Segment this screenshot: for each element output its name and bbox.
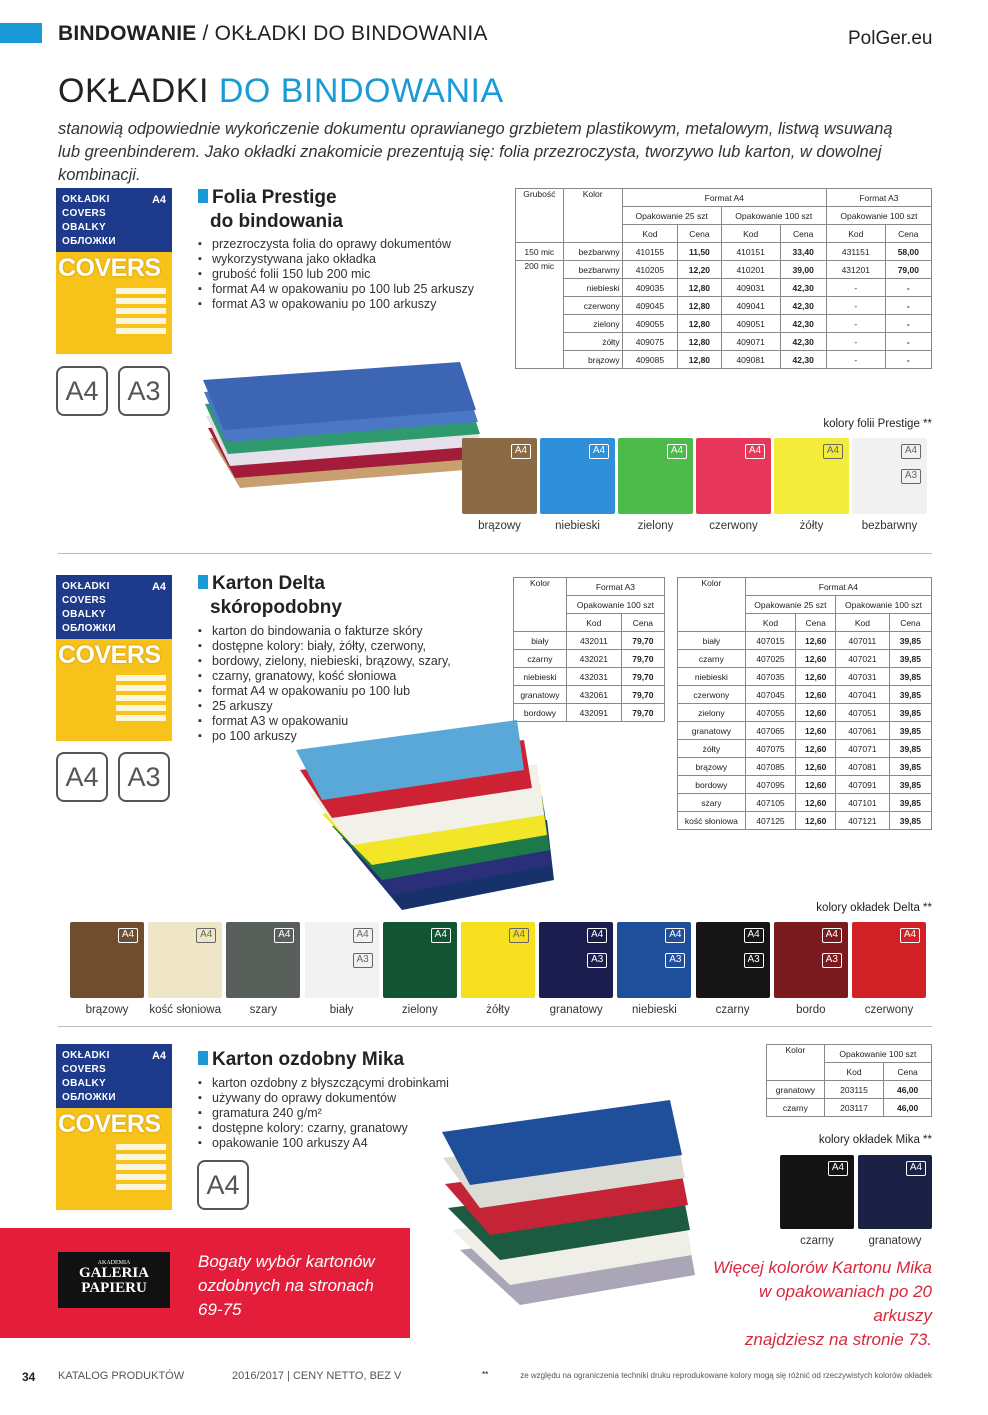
table-row bbox=[514, 668, 665, 686]
table-cell: zielony bbox=[563, 315, 622, 333]
format-a4-icon: A4 bbox=[56, 366, 108, 416]
table-cell: - bbox=[826, 333, 885, 351]
table-row bbox=[514, 686, 665, 704]
section-divider bbox=[58, 1026, 932, 1027]
color-swatch bbox=[852, 922, 926, 998]
table-cell: 409085 bbox=[622, 351, 677, 369]
format-a4-badge: A4 bbox=[589, 444, 609, 459]
color-swatch bbox=[696, 922, 770, 998]
table-cell: 409045 bbox=[622, 297, 677, 315]
color-swatch-label: czerwony bbox=[864, 1004, 914, 1016]
format-a4-badge: A4 bbox=[118, 928, 138, 943]
format-a3-badge: A3 bbox=[744, 953, 764, 968]
table-cell: 42,30 bbox=[780, 297, 826, 315]
page-number: 34 bbox=[22, 1370, 36, 1384]
table-cell: bezbarwny bbox=[563, 261, 622, 279]
header-accent-bar bbox=[0, 23, 42, 43]
table-cell: 407021 bbox=[836, 650, 890, 668]
color-swatch-label: czerwony bbox=[709, 520, 758, 532]
table-cell: 431201 bbox=[826, 261, 885, 279]
table-cell: 407065 bbox=[745, 722, 796, 740]
format-a4-icon: A4 bbox=[197, 1160, 249, 1210]
delta-a4-price-table: Kolor Format A4 Opakowanie 25 szt Opakowanie 100 szt Kod Cena Kod Cena biały 407015 12,60 407011 39,85 czarny 407025 12,60 407021 39,85 niebieski 407035 12,60 407031 39,85 czerwony 407045 12,60 407041 39,85 zielony 407055 12,60 407051 39,85 granatowy 407065 12,60 407061 39,85 żółty 407075 12,60 407071 39,85 brązowy 407085 12,60 407081 39,85 bordowy 407095 12,60 407091 39,85 szary 407105 12,60 407101 39,85 kość słoniowa 407125 12,60 407121 39,85 bbox=[677, 577, 932, 830]
table-cell: 11,50 bbox=[678, 243, 722, 261]
intro-text: stanowią odpowiednie wykończenie dokumentu oprawianego grzbietem plastikowym, metalowym, listwą wsuwaną lub greenbinderem. Jako okładki znakomicie prezentują się: folia przezroczysta, tworzywo lub karton, w dowolnej kombinacji. bbox=[58, 120, 893, 184]
table-cell: 12,60 bbox=[796, 812, 836, 830]
color-swatch-label: kość słoniowa bbox=[149, 1004, 221, 1016]
table-row bbox=[678, 740, 932, 758]
table-cell: 79,70 bbox=[621, 650, 664, 668]
footer-catalog: KATALOG PRODUKTÓW bbox=[58, 1370, 185, 1382]
color-swatch bbox=[383, 922, 457, 998]
table-cell: 432061 bbox=[566, 686, 621, 704]
table-cell: 407025 bbox=[745, 650, 796, 668]
mika-price-table: Kolor Opakowanie 100 szt Kod Cena granatowy 203115 46,00 czarny 203117 46,00 bbox=[766, 1044, 932, 1117]
mika-card-stack-image bbox=[440, 1090, 705, 1310]
table-cell: 12,20 bbox=[678, 261, 722, 279]
table-cell: 12,60 bbox=[796, 776, 836, 794]
table-row bbox=[516, 261, 932, 279]
format-a4-badge: A4 bbox=[511, 444, 531, 459]
delta-card-stack-image bbox=[292, 700, 562, 915]
table-cell: bordowy bbox=[514, 704, 567, 722]
delta-a3-price-table: Kolor Format A3 Opakowanie 100 szt Kod Cena biały 432011 79,70 czarny 432021 79,70 niebieski 432031 79,70 granatowy 432061 79,70 bordowy 432091 79,70 bbox=[513, 577, 665, 722]
format-a3-badge: A3 bbox=[822, 953, 842, 968]
format-a3-badge: A3 bbox=[901, 469, 921, 484]
format-a4-badge: A4 bbox=[431, 928, 451, 943]
table-row bbox=[678, 812, 932, 830]
table-cell: 407125 bbox=[745, 812, 796, 830]
table-cell: 12,60 bbox=[796, 650, 836, 668]
footnote-mark: ** bbox=[482, 1370, 489, 1379]
table-row bbox=[678, 704, 932, 722]
color-swatch-label: szary bbox=[249, 1004, 278, 1016]
table-cell: 12,60 bbox=[796, 704, 836, 722]
color-swatch-label: niebieski bbox=[555, 520, 600, 532]
table-cell: 46,00 bbox=[884, 1099, 932, 1117]
table-row bbox=[678, 686, 932, 704]
prestige-foil-stack-image bbox=[200, 318, 500, 518]
table-cell: - bbox=[885, 315, 931, 333]
color-swatch-label: brązowy bbox=[478, 520, 521, 532]
color-swatch-label: biały bbox=[329, 1004, 354, 1016]
table-cell: 39,85 bbox=[889, 722, 931, 740]
table-cell: 409051 bbox=[721, 315, 780, 333]
table-row bbox=[514, 650, 665, 668]
table-cell: granatowy bbox=[514, 686, 567, 704]
table-cell: - bbox=[885, 333, 931, 351]
table-cell: 12,60 bbox=[796, 686, 836, 704]
product-title: Karton ozdobny Mika bbox=[198, 1048, 404, 1072]
table-cell: 79,70 bbox=[621, 668, 664, 686]
table-cell: szary bbox=[678, 794, 746, 812]
color-swatch-label: żółty bbox=[486, 1004, 510, 1016]
table-cell: niebieski bbox=[514, 668, 567, 686]
table-cell: 407045 bbox=[745, 686, 796, 704]
table-cell: 407105 bbox=[745, 794, 796, 812]
format-a4-badge: A4 bbox=[353, 928, 373, 943]
format-a4-badge: A4 bbox=[667, 444, 687, 459]
table-cell: 42,30 bbox=[780, 279, 826, 297]
format-a4-badge: A4 bbox=[587, 928, 607, 943]
table-cell: 79,00 bbox=[885, 261, 931, 279]
table-cell: 12,60 bbox=[796, 668, 836, 686]
format-a4-badge: A4 bbox=[906, 1161, 926, 1176]
mika-colors-title: kolory okładek Mika ** bbox=[818, 1134, 932, 1146]
table-cell: niebieski bbox=[678, 668, 746, 686]
table-cell: 432011 bbox=[566, 632, 621, 650]
table-cell: czerwony bbox=[563, 297, 622, 315]
color-swatch-label: zielony bbox=[401, 1004, 438, 1016]
section-divider bbox=[58, 553, 932, 554]
breadcrumb: BINDOWANIE / OKŁADKI DO BINDOWANIA bbox=[58, 22, 488, 45]
product-cover-image: OKŁADKI COVERS OBALKY ОБЛОЖКИ A4 COVERS bbox=[56, 188, 172, 354]
table-row bbox=[678, 668, 932, 686]
feature-list: ▪ karton ozdobny z błyszczącymi drobinkami ▪ używany do oprawy dokumentów ▪ gramatura 240 g/m² ▪ dostępne kolory: czarny, granatowy ▪ opakowanie 100 arkuszy A4 bbox=[198, 1076, 488, 1151]
table-cell: czarny bbox=[767, 1099, 825, 1117]
format-a3-badge: A3 bbox=[353, 953, 373, 968]
table-cell: kość słoniowa bbox=[678, 812, 746, 830]
color-swatch bbox=[774, 922, 848, 998]
table-cell: 409055 bbox=[622, 315, 677, 333]
table-row bbox=[767, 1081, 932, 1099]
table-cell: 39,85 bbox=[889, 686, 931, 704]
table-cell: brązowy bbox=[563, 351, 622, 369]
format-a4-badge: A4 bbox=[745, 444, 765, 459]
color-swatch-label: bordo bbox=[796, 1004, 826, 1016]
color-swatch bbox=[852, 438, 927, 514]
color-swatch bbox=[858, 1155, 932, 1229]
format-a4-badge: A4 bbox=[823, 444, 843, 459]
table-cell: 407121 bbox=[836, 812, 890, 830]
table-cell: 407091 bbox=[836, 776, 890, 794]
table-cell: brązowy bbox=[678, 758, 746, 776]
color-swatch-label: czarny bbox=[715, 1004, 750, 1016]
table-cell: - bbox=[885, 279, 931, 297]
page-title: OKŁADKI DO BINDOWANIA bbox=[58, 72, 504, 110]
format-a4-badge: A4 bbox=[665, 928, 685, 943]
table-cell: 407061 bbox=[836, 722, 890, 740]
table-cell: 42,30 bbox=[780, 315, 826, 333]
table-cell: - bbox=[826, 351, 885, 369]
table-cell: 12,60 bbox=[796, 632, 836, 650]
color-swatch bbox=[618, 438, 693, 514]
color-swatch bbox=[774, 438, 849, 514]
table-cell: 203117 bbox=[824, 1099, 883, 1117]
table-row bbox=[516, 279, 932, 297]
color-swatch bbox=[226, 922, 300, 998]
color-swatch bbox=[540, 438, 615, 514]
mika-more-colors-note: Więcej kolorów Kartonu Mika w opakowaniach po 20 arkuszy znajdziesz na stronie 73. bbox=[712, 1258, 932, 1349]
table-cell: 407071 bbox=[836, 740, 890, 758]
color-swatch bbox=[780, 1155, 854, 1229]
table-cell: czarny bbox=[514, 650, 567, 668]
table-cell: 12,80 bbox=[678, 279, 722, 297]
table-row bbox=[678, 794, 932, 812]
table-cell: 409071 bbox=[721, 333, 780, 351]
delta-colors-title: kolory okładek Delta ** bbox=[816, 902, 932, 914]
color-swatch-label: zielony bbox=[637, 520, 674, 532]
table-cell: 39,85 bbox=[889, 758, 931, 776]
table-cell: 12,80 bbox=[678, 297, 722, 315]
table-cell: 200 mic bbox=[516, 261, 564, 369]
table-row bbox=[678, 650, 932, 668]
format-a4-badge: A4 bbox=[744, 928, 764, 943]
table-cell: 39,00 bbox=[780, 261, 826, 279]
table-cell: 407081 bbox=[836, 758, 890, 776]
product-cover-image: OKŁADKI COVERS OBALKY ОБЛОЖКИ A4 COVERS bbox=[56, 575, 172, 741]
table-cell: 79,70 bbox=[621, 704, 664, 722]
brand-name: PolGer.eu bbox=[848, 28, 933, 49]
prestige-colors-title: kolory folii Prestige ** bbox=[823, 418, 932, 430]
table-cell: bordowy bbox=[678, 776, 746, 794]
table-cell: 39,85 bbox=[889, 740, 931, 758]
table-row bbox=[516, 351, 932, 369]
color-swatch bbox=[696, 438, 771, 514]
table-row bbox=[516, 333, 932, 351]
table-cell: 431151 bbox=[826, 243, 885, 261]
table-cell: bezbarwny bbox=[563, 243, 622, 261]
format-a4-badge: A4 bbox=[828, 1161, 848, 1176]
color-swatch bbox=[305, 922, 379, 998]
table-cell: 12,60 bbox=[796, 740, 836, 758]
table-row bbox=[516, 243, 932, 261]
table-cell: 39,85 bbox=[889, 650, 931, 668]
product-title: Folia Prestige do bindowania bbox=[198, 186, 343, 234]
format-a4-badge: A4 bbox=[509, 928, 529, 943]
table-cell: niebieski bbox=[563, 279, 622, 297]
table-cell: granatowy bbox=[767, 1081, 825, 1099]
table-cell: - bbox=[826, 297, 885, 315]
table-cell: 410205 bbox=[622, 261, 677, 279]
table-cell: biały bbox=[514, 632, 567, 650]
table-cell: 33,40 bbox=[780, 243, 826, 261]
table-cell: 46,00 bbox=[884, 1081, 932, 1099]
table-cell: 39,85 bbox=[889, 668, 931, 686]
format-a4-badge: A4 bbox=[274, 928, 294, 943]
product-cover-image: OKŁADKI COVERS OBALKY ОБЛОЖКИ A4 COVERS bbox=[56, 1044, 172, 1210]
feature-list: ▪ karton do bindowania o fakturze skóry ▪ dostępne kolory: biały, żółty, czerwony, ▪ bordowy, zielony, niebieski, brązowy, szary, ▪ czarny, granatowy, kość słoniowa ▪ format A4 w opakowaniu po 100 lub ▪ 25 arkuszy ▪ format A3 w opakowaniu ▪ po 100 arkuszy bbox=[198, 624, 488, 744]
table-cell: biały bbox=[678, 632, 746, 650]
table-cell: 407015 bbox=[745, 632, 796, 650]
format-a4-badge: A4 bbox=[901, 444, 921, 459]
table-cell: 203115 bbox=[824, 1081, 883, 1099]
table-cell: 407075 bbox=[745, 740, 796, 758]
table-cell: 407095 bbox=[745, 776, 796, 794]
table-row bbox=[516, 315, 932, 333]
color-swatch-label: granatowy bbox=[549, 1004, 603, 1016]
table-row bbox=[678, 758, 932, 776]
table-cell: 410155 bbox=[622, 243, 677, 261]
table-cell: 407085 bbox=[745, 758, 796, 776]
table-cell: 407035 bbox=[745, 668, 796, 686]
color-swatch bbox=[461, 922, 535, 998]
table-cell: 409041 bbox=[721, 297, 780, 315]
galeria-papieru-logo: AKADEMIA GALERIA PAPIERU bbox=[58, 1252, 170, 1308]
format-a4-badge: A4 bbox=[900, 928, 920, 943]
table-cell: - bbox=[826, 315, 885, 333]
table-cell: 432021 bbox=[566, 650, 621, 668]
table-row bbox=[516, 297, 932, 315]
table-cell: 42,30 bbox=[780, 333, 826, 351]
table-row bbox=[514, 704, 665, 722]
color-swatch-label: granatowy bbox=[868, 1235, 922, 1247]
color-swatch bbox=[617, 922, 691, 998]
table-cell: 407055 bbox=[745, 704, 796, 722]
footnote: ze względu na ograniczenia techniki druku reprodukowane kolory mogą się różnić od rzeczywistych kolorów okładek bbox=[520, 1371, 932, 1380]
table-cell: 409075 bbox=[622, 333, 677, 351]
table-cell: 12,80 bbox=[678, 333, 722, 351]
table-cell: 79,70 bbox=[621, 686, 664, 704]
format-a4-badge: A4 bbox=[822, 928, 842, 943]
table-cell: 12,80 bbox=[678, 351, 722, 369]
table-cell: czarny bbox=[678, 650, 746, 668]
color-swatch bbox=[70, 922, 144, 998]
table-cell: żółty bbox=[563, 333, 622, 351]
table-cell: 409081 bbox=[721, 351, 780, 369]
table-cell: 410201 bbox=[721, 261, 780, 279]
table-cell: - bbox=[885, 351, 931, 369]
table-cell: 432031 bbox=[566, 668, 621, 686]
table-cell: 39,85 bbox=[889, 776, 931, 794]
table-cell: 39,85 bbox=[889, 794, 931, 812]
table-cell: granatowy bbox=[678, 722, 746, 740]
format-a4-icon: A4 bbox=[56, 752, 108, 802]
table-cell: 409035 bbox=[622, 279, 677, 297]
promo-text: Bogaty wybór kartonów ozdobnych na stronach 69-75 bbox=[198, 1252, 375, 1319]
table-cell: 407031 bbox=[836, 668, 890, 686]
table-cell: 150 mic bbox=[516, 243, 564, 261]
table-cell: zielony bbox=[678, 704, 746, 722]
format-a3-badge: A3 bbox=[587, 953, 607, 968]
table-cell: 12,60 bbox=[796, 758, 836, 776]
table-cell: 407011 bbox=[836, 632, 890, 650]
table-cell: 39,85 bbox=[889, 812, 931, 830]
color-swatch bbox=[539, 922, 613, 998]
table-row bbox=[514, 632, 665, 650]
table-cell: 12,80 bbox=[678, 315, 722, 333]
prestige-price-table: Grubość Kolor Format A4 Format A3 Opakowanie 25 szt Opakowanie 100 szt Opakowanie 100 szt Kod Cena Kod Cena Kod Cena 150 mic bezbarwny 410155 11,50 410151 33,40 431151 58,00 200 mic bezbarwny 410205 12,20 410201 39,00 431201 79,00 niebieski 409035 12,80 409031 42,30 - - czerwony 409045 12,80 409041 42,30 - - zielony 409055 12,80 409051 42,30 - - żółty 409075 12,80 409071 42,30 - - brązowy 409085 12,80 409081 42,30 - - bbox=[515, 188, 932, 369]
table-row bbox=[678, 776, 932, 794]
table-row bbox=[678, 632, 932, 650]
table-row bbox=[678, 722, 932, 740]
table-cell: 39,85 bbox=[889, 704, 931, 722]
table-cell: - bbox=[885, 297, 931, 315]
table-cell: 79,70 bbox=[621, 632, 664, 650]
color-swatch-label: niebieski bbox=[632, 1004, 677, 1016]
format-a3-badge: A3 bbox=[665, 953, 685, 968]
table-cell: 42,30 bbox=[780, 351, 826, 369]
color-swatch bbox=[462, 438, 537, 514]
format-a4-badge: A4 bbox=[196, 928, 216, 943]
format-a3-icon: A3 bbox=[118, 366, 170, 416]
feature-list: ▪ przezroczysta folia do oprawy dokumentów ▪ wykorzystywana jako okładka ▪ grubość folii 150 lub 200 mic ▪ format A4 w opakowaniu po 100 lub 25 arkuszy ▪ format A3 w opakowaniu po 100 arkuszy bbox=[198, 237, 488, 312]
table-cell: 12,60 bbox=[796, 794, 836, 812]
color-swatch-label: czarny bbox=[800, 1235, 834, 1247]
product-title: Karton Delta skóropodobny bbox=[198, 572, 342, 620]
table-cell: 409031 bbox=[721, 279, 780, 297]
table-cell: 407051 bbox=[836, 704, 890, 722]
table-cell: 432091 bbox=[566, 704, 621, 722]
table-cell: 39,85 bbox=[889, 632, 931, 650]
table-cell: 407101 bbox=[836, 794, 890, 812]
color-swatch-label: bezbarwny bbox=[861, 520, 918, 532]
color-swatch-label: żółty bbox=[799, 520, 824, 532]
table-cell: - bbox=[826, 279, 885, 297]
footer-year: 2016/2017 | CENY NETTO, BEZ V bbox=[232, 1370, 402, 1382]
table-cell: 58,00 bbox=[885, 243, 931, 261]
table-cell: 12,60 bbox=[796, 722, 836, 740]
color-swatch-label: brązowy bbox=[85, 1004, 129, 1016]
color-swatch bbox=[148, 922, 222, 998]
table-cell: 407041 bbox=[836, 686, 890, 704]
table-cell: czerwony bbox=[678, 686, 746, 704]
format-a3-icon: A3 bbox=[118, 752, 170, 802]
table-cell: żółty bbox=[678, 740, 746, 758]
table-row bbox=[767, 1099, 932, 1117]
table-cell: 410151 bbox=[721, 243, 780, 261]
